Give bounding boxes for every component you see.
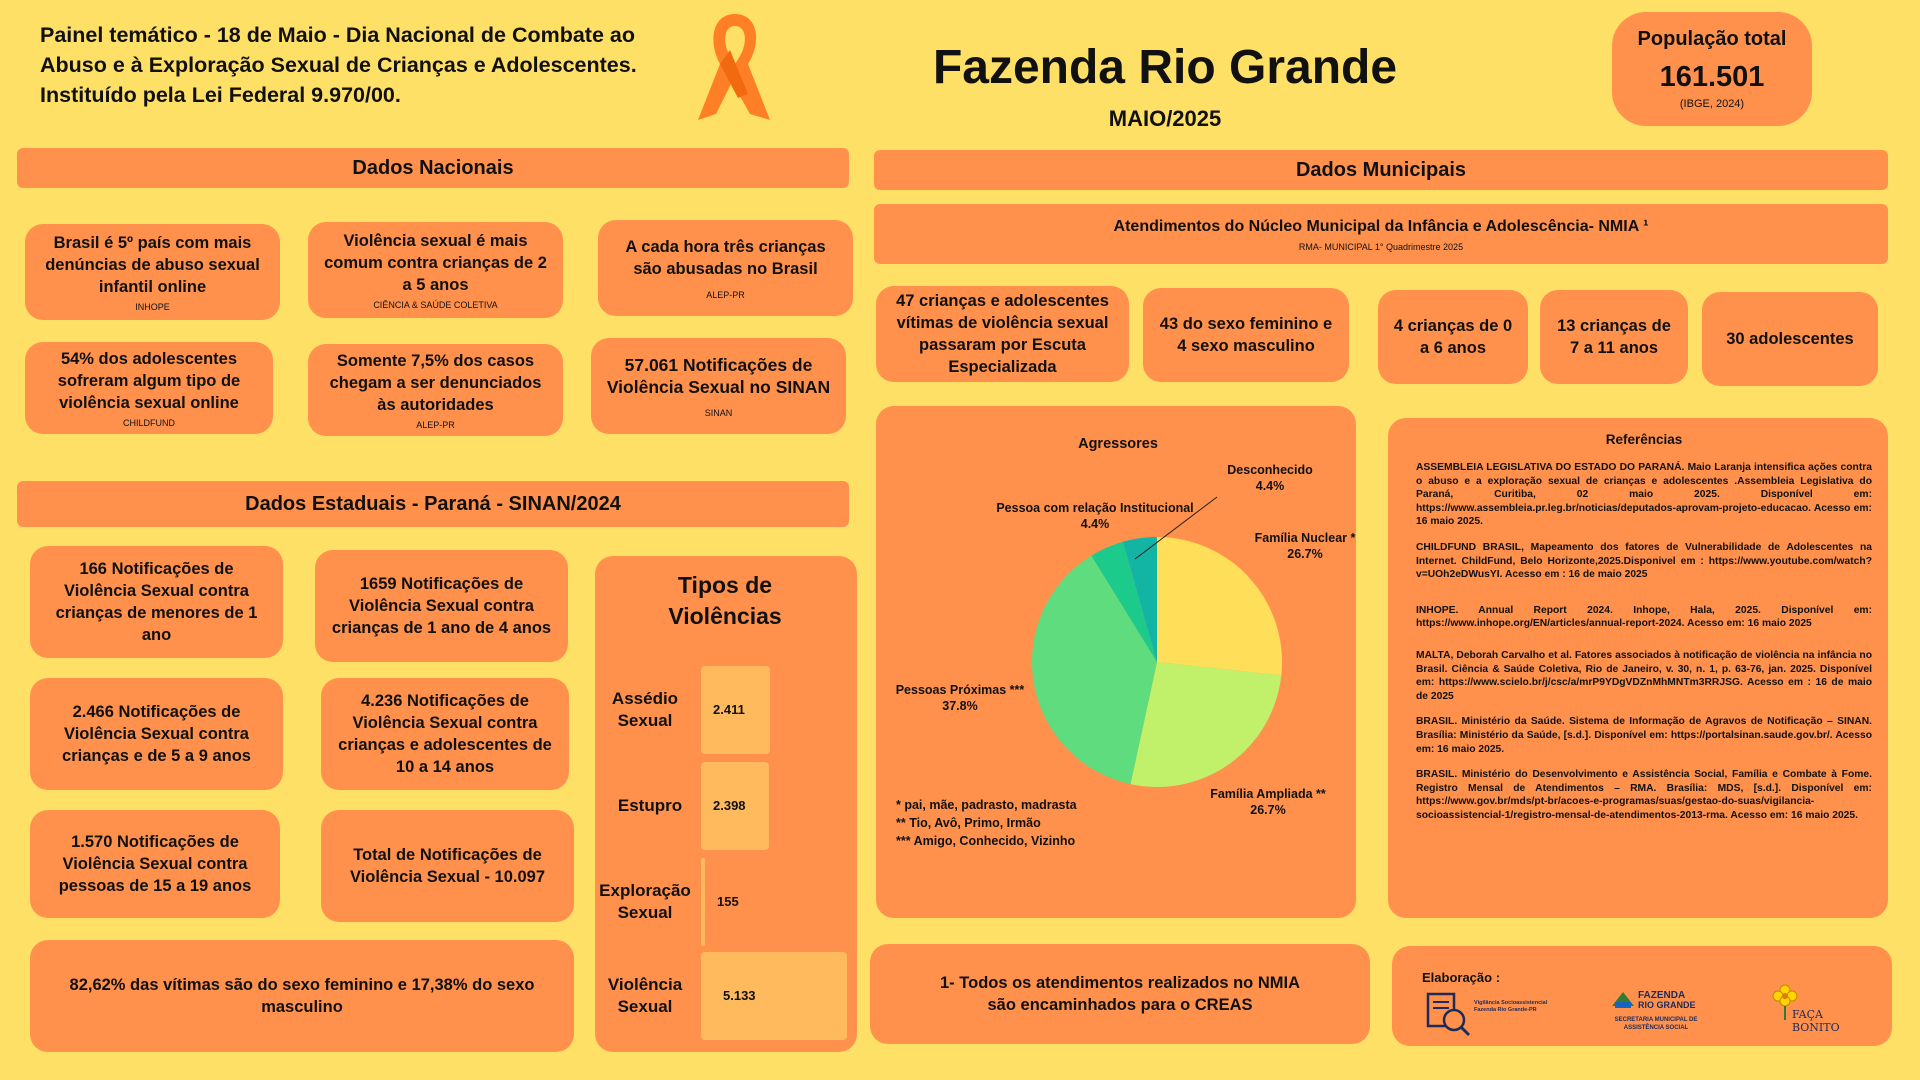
fazenda-logo-bottom: SECRETARIA MUNICIPAL DE ASSISTÊNCIA SOCIAL: [1614, 1017, 1698, 1031]
violence-type-label: Violência Sexual: [607, 975, 683, 1016]
violence-type-label: Estupro: [617, 796, 683, 815]
state-card-3: [30, 678, 283, 790]
pie-label-institucional: [985, 500, 1205, 532]
national-card-1: [25, 224, 280, 320]
violence-types-panel: [595, 556, 857, 1052]
nmia-note-card: [870, 944, 1370, 1044]
pie-label-familia-ampliada-name: Família Ampliada **: [1210, 787, 1326, 801]
vigilancia-logo: [1424, 988, 1564, 1038]
national-card-6: [591, 338, 846, 434]
national-card-6-text: 57.061 Notificações de Violência Sexual no SINAN: [606, 355, 831, 397]
pie-label-familia-nuclear-value: 26.7%: [1287, 547, 1323, 561]
state-card-4-text: 4.236 Notificações de Violência Sexual contra crianças e adolescentes de 10 a 14 anos: [338, 692, 552, 776]
national-card-2-text: Violência sexual é mais comum contra crianças de 2 a 5 anos: [324, 232, 547, 294]
population-value: 161.501: [1659, 61, 1765, 93]
violence-types-title: Tipos de Violências: [668, 572, 782, 629]
pie-slice: [1130, 662, 1281, 787]
municipal-card-4-text: 13 crianças de 7 a 11 anos: [1557, 317, 1671, 357]
nmia-note-text: 1- Todos os atendimentos realizados no NMIA são encaminhados para o CREAS: [940, 974, 1300, 1014]
footnote-3: *** Amigo, Conhecido, Vizinho: [896, 834, 1076, 848]
references-title: Referências: [1605, 432, 1683, 447]
national-card-3-text: A cada hora três crianças são abusadas no Brasil: [625, 238, 826, 278]
national-card-2: [308, 222, 563, 318]
state-card-4: [321, 678, 569, 790]
municipal-card-2: [1143, 288, 1349, 382]
nmia-title: Atendimentos do Núcleo Municipal da Infância e Adolescência- NMIA ¹: [1113, 218, 1649, 235]
footnote-2: ** Tio, Avô, Primo, Irmão: [896, 816, 1041, 830]
reference-item: BRASIL. Ministério da Saúde. Sistema de Informação de Agravos de Notificação – SINAN. Brasília: Ministério da Saúde, [s.d.]. Disponível em: https://portalsinan.saude.gov.br/. Acesso em: 16 maio 2025.: [1416, 716, 1872, 755]
violence-type-label: Assédio Sexual: [611, 689, 679, 730]
state-card-1: [30, 546, 283, 658]
pie-label-desconhecido: [1200, 462, 1340, 494]
violence-types-bars: [595, 556, 857, 1052]
state-card-7: [30, 940, 574, 1052]
reference-item: BRASIL. Ministério do Desenvolvimento e Assistência Social, Família e Combate à Fome. Registro Mensal de Atendimentos – RMA. Brasília: MDS, [s.d.]. Disponível em: https://www.gov.br/mds/pt-br/acoes-e-programas/suas/gestao-do-suas/vigilancia-socioassistencial-1/registro-mensal-de-atendimentos-2013-rma. Acesso em: 16 maio 2025.: [1416, 769, 1872, 821]
state-title: Dados Estaduais - Paraná - SINAN/2024: [17, 481, 849, 527]
theme-text: Painel temático - 18 de Maio - Dia Nacional de Combate ao Abuso e à Exploração Sexual de Crianças e Adolescentes. Instituído pela Lei Federal 9.970/00.: [40, 23, 637, 107]
nmia-header: [874, 204, 1888, 264]
vigilancia-logo-text: Vigilância Socioassistencial Fazenda Rio Grande-PR: [1474, 1000, 1548, 1013]
national-card-6-source: SINAN: [704, 408, 733, 418]
national-card-2-source: CIÊNCIA & SAÚDE COLETIVA: [373, 300, 498, 310]
pie-label-familia-ampliada: [1188, 786, 1348, 818]
state-card-6: [321, 810, 574, 922]
state-card-7-text: 82,62% das vítimas são do sexo feminino e 17,38% do sexo masculino: [69, 976, 535, 1016]
municipal-card-5-text: 30 adolescentes: [1726, 330, 1854, 348]
credits-panel: [1392, 946, 1892, 1046]
reference-item: CHILDFUND BRASIL, Mapeamento dos fatores de Vulnerabilidade de Adolescentes na Internet. ChildFund, Belo Horizonte,2025.Disponivel em : https://www.youtube.com/watch?v=UOh2eDWusYI. Acesso em : 16 de maio 2025: [1416, 541, 1872, 581]
municipal-card-2-text: 43 do sexo feminino e 4 sexo masculino: [1159, 315, 1333, 355]
municipal-card-3: [1378, 290, 1528, 384]
national-card-4: [25, 342, 273, 434]
state-card-6-text: Total de Notificações de Violência Sexual - 10.097: [349, 846, 546, 886]
pie-label-familia-nuclear-name: Família Nuclear *: [1254, 531, 1356, 545]
state-card-5: [30, 810, 280, 918]
faca-bonito-logo: [1770, 978, 1866, 1038]
pie-label-institucional-value: 4.4%: [1080, 517, 1110, 531]
period-label: MAIO/2025: [1108, 106, 1222, 131]
violence-type-bar: [701, 858, 705, 946]
footnote-1: * pai, mãe, padrasto, madrasta: [896, 798, 1077, 812]
municipal-card-3-text: 4 crianças de 0 a 6 anos: [1393, 317, 1513, 357]
state-card-3-text: 2.466 Notificações de Violência Sexual contra crianças e de 5 a 9 anos: [62, 703, 251, 765]
reference-item: INHOPE. Annual Report 2024. Inhope, Hala, 2025. Disponível em: https://www.inhope.org/EN/articles/annual-report-2024. Acesso em: 16 maio 2025: [1416, 604, 1872, 630]
municipal-card-1: [876, 286, 1129, 382]
pie-label-institucional-name: Pessoa com relação Institucional: [996, 501, 1194, 515]
state-card-5-text: 1.570 Notificações de Violência Sexual contra pessoas de 15 a 19 anos: [58, 833, 252, 895]
violence-type-value: 155: [717, 894, 739, 909]
municipal-card-5: [1702, 292, 1878, 386]
national-card-1-text: Brasil é 5º país com mais denúncias de abuso sexual infantil online: [45, 234, 260, 296]
pie-title: Agressores: [1078, 436, 1158, 452]
violence-type-value: 5.133: [723, 988, 756, 1003]
population-source: (IBGE, 2024): [1679, 98, 1745, 110]
national-card-5: [308, 344, 563, 436]
pie-label-pessoas-proximas: [885, 682, 1035, 714]
national-card-4-text: 54% dos adolescentes sofreram algum tipo de violência sexual online: [57, 350, 241, 412]
state-card-2: [315, 550, 568, 662]
pie-label-pessoas-proximas-value: 37.8%: [942, 699, 978, 713]
faca-bonito-text: FAÇA BONITO: [1792, 1008, 1840, 1034]
reference-item: ASSEMBLEIA LEGISLATIVA DO ESTADO DO PARANÁ. Maio Laranja intensifica ações contra o abuso e a exploração sexual de crianças e adolescentes .Assembleia Legislativa do Paraná, Curitiba, 02 maio 2025. Disponível em: https://www.assembleia.pr.leg.br/noticias/deputados-aprovam-projeto-educacao. Acesso em: 16 maio 2025.: [1416, 462, 1872, 528]
population-card: [1612, 12, 1812, 126]
national-card-3: [598, 220, 853, 316]
pie-label-desconhecido-value: 4.4%: [1255, 479, 1285, 493]
pie-label-familia-ampliada-value: 26.7%: [1250, 803, 1286, 817]
violence-type-value: 2.411: [713, 702, 745, 717]
state-card-1-text: 166 Notificações de Violência Sexual contra crianças de menores de 1 ano: [55, 560, 258, 644]
state-card-2-text: 1659 Notificações de Violência Sexual contra crianças de 1 ano de 4 anos: [331, 575, 552, 637]
violence-type-value: 2.398: [713, 798, 746, 813]
credits-label: Elaboração :: [1422, 970, 1501, 985]
municipal-title: Dados Municipais: [874, 150, 1888, 190]
population-label: População total: [1637, 28, 1787, 50]
reference-item: MALTA, Deborah Carvalho et al. Fatores associados à notificação de violência na infância no Brasil. Ciência & Saúde Coletiva, Rio de Janeiro, v. 30, n. 1, p. 63-76, jan. 2025. Disponível em: https://www.scielo.br/j/csc/a/mrP9YDgVDZnMhMNTm3RRJSG. Acesso em : 16 de maio de 2025: [1416, 649, 1872, 702]
municipal-card-1-text: 47 crianças e adolescentes vítimas de violência sexual passaram por Escuta Especializada: [896, 292, 1109, 376]
pie-label-pessoas-proximas-name: Pessoas Próximas ***: [895, 683, 1025, 697]
violence-type-label: Exploração Sexual: [599, 881, 691, 922]
references-panel: [1388, 418, 1888, 918]
national-card-5-text: Somente 7,5% dos casos chegam a ser denunciados às autoridades: [329, 352, 542, 414]
national-title: Dados Nacionais: [17, 148, 849, 188]
pie-footnotes: [896, 796, 1077, 850]
pie-label-desconhecido-name: Desconhecido: [1227, 463, 1313, 477]
municipal-card-4: [1540, 290, 1688, 384]
national-card-3-source: ALEP-PR: [706, 290, 745, 300]
orange-ribbon-icon: [690, 2, 780, 128]
national-card-1-source: INHOPE: [135, 302, 170, 312]
fazenda-logo-top: FAZENDA: [1638, 990, 1686, 1001]
fazenda-logo-mid: RIO GRANDE: [1638, 1000, 1696, 1010]
city-title: Fazenda Rio Grande: [932, 41, 1398, 94]
fazenda-rio-grande-logo: [1606, 982, 1706, 1040]
pie-label-familia-nuclear: [1225, 530, 1385, 562]
nmia-source: RMA- MUNICIPAL 1° Quadrimestre 2025: [1298, 242, 1464, 252]
national-card-5-source: ALEP-PR: [416, 420, 455, 430]
national-card-4-source: CHILDFUND: [122, 418, 175, 428]
